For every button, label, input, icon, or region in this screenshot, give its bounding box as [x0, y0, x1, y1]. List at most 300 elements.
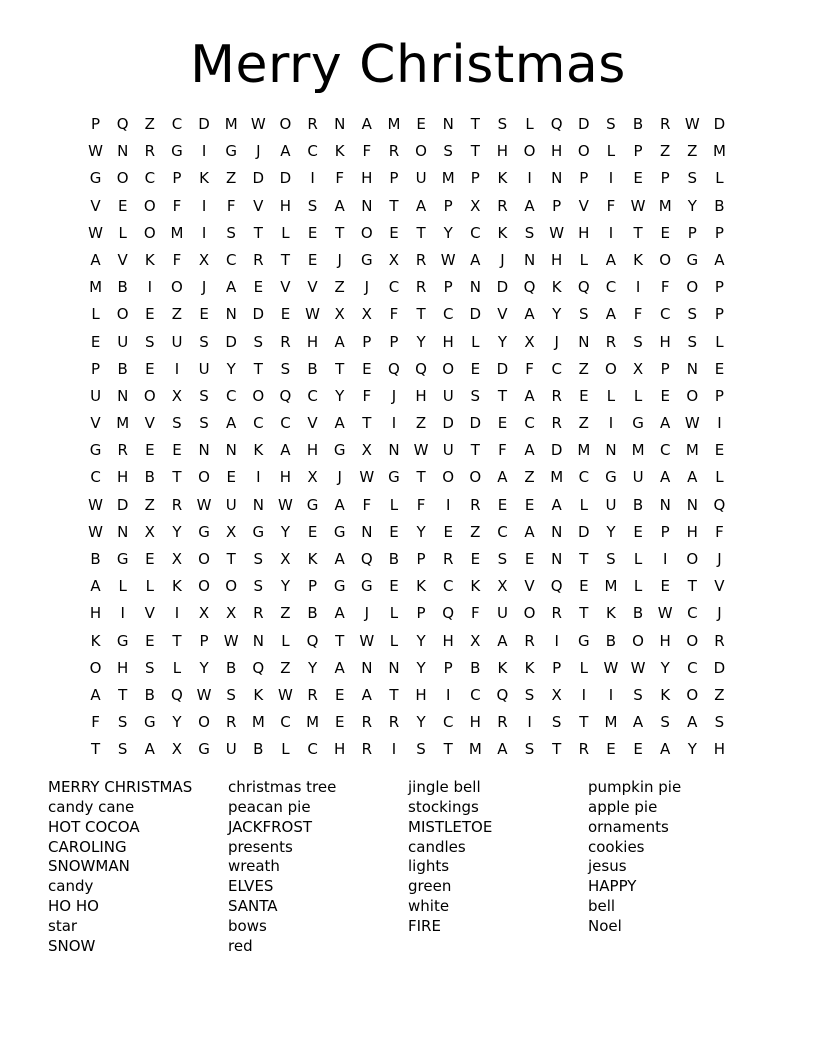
grid-letter: H	[306, 332, 319, 351]
grid-letter: J	[364, 604, 370, 623]
grid-letter: Q	[116, 115, 129, 133]
grid-letter: S	[497, 550, 508, 568]
grid-letter: W	[684, 414, 700, 433]
grid-letter: N	[551, 550, 563, 568]
grid-letter: J	[500, 250, 505, 269]
grid-letter: L	[715, 468, 724, 487]
grid-letter: K	[253, 441, 264, 460]
grid-letter: R	[497, 196, 508, 215]
grid-letter: E	[389, 522, 399, 541]
grid-letter: O	[171, 278, 183, 297]
word-list-item: SNOWMAN	[48, 857, 130, 876]
grid-letter: W	[88, 522, 103, 541]
grid-letter: H	[117, 468, 129, 487]
grid-letter: G	[252, 522, 265, 541]
grid-letter: E	[524, 550, 535, 568]
grid-letter: S	[714, 713, 725, 732]
grid-letter: A	[144, 740, 155, 759]
grid-letter: W	[250, 115, 266, 133]
grid-letter: M	[224, 115, 238, 133]
grid-letter: H	[551, 142, 563, 161]
word-list-item: JACKFROST	[228, 817, 313, 836]
grid-letter: T	[633, 223, 643, 242]
grid-letter: A	[361, 685, 372, 704]
grid-letter: Y	[660, 658, 670, 677]
grid-row	[82, 546, 734, 573]
grid-letter: J	[201, 278, 207, 297]
grid-letter: X	[280, 550, 291, 568]
grid-letter: O	[686, 685, 699, 704]
grid-letter: V	[280, 278, 291, 297]
grid-letter: C	[659, 441, 671, 460]
grid-letter: T	[335, 359, 345, 378]
grid-letter: V	[253, 196, 264, 215]
grid-row	[82, 573, 734, 600]
grid-letter: V	[524, 577, 535, 596]
grid-letter: P	[552, 196, 562, 215]
grid-letter: Y	[416, 631, 426, 650]
grid-letter: L	[606, 142, 616, 161]
grid-letter: P	[416, 550, 426, 568]
grid-letter: G	[306, 495, 319, 514]
grid-letter: R	[551, 414, 562, 433]
grid-letter: L	[281, 740, 290, 759]
grid-letter: Z	[470, 522, 481, 541]
grid-letter: A	[524, 441, 535, 460]
grid-letter: W	[88, 142, 103, 161]
grid-letter: O	[523, 142, 536, 161]
grid-letter: H	[659, 631, 671, 650]
grid-row	[82, 464, 734, 491]
grid-letter: L	[389, 604, 399, 623]
word-list-item: candy cane	[48, 797, 135, 816]
grid-letter: E	[172, 441, 182, 460]
word-list-item: wreath	[228, 857, 280, 876]
grid-letter: N	[523, 250, 536, 269]
grid-letter: B	[253, 740, 264, 759]
word-list-item: ELVES	[228, 877, 274, 896]
grid-letter: I	[174, 604, 180, 623]
grid-letter: K	[144, 250, 155, 269]
grid-letter: G	[89, 441, 102, 460]
grid-letter: A	[660, 468, 671, 487]
grid-letter: B	[714, 196, 725, 215]
word-column	[588, 778, 768, 957]
word-list-item: stockings	[408, 797, 479, 816]
grid-letter: G	[144, 713, 156, 732]
grid-letter: K	[497, 223, 508, 242]
grid-letter: L	[525, 115, 534, 133]
grid-letter: R	[144, 142, 156, 161]
grid-letter: E	[117, 196, 128, 215]
grid-letter: T	[253, 223, 263, 242]
grid-letter: W	[549, 223, 565, 242]
grid-letter: F	[606, 196, 616, 215]
grid-letter: F	[172, 196, 182, 215]
grid-letter: A	[90, 685, 101, 704]
grid-letter: E	[470, 550, 481, 568]
grid-letter: S	[443, 142, 453, 161]
grid-letter: J	[554, 332, 559, 351]
grid-letter: E	[470, 359, 481, 378]
grid-letter: M	[306, 713, 320, 732]
grid-letter: I	[635, 278, 641, 297]
grid-letter: Z	[687, 142, 698, 161]
word-column	[228, 778, 408, 957]
grid-letter: X	[171, 386, 183, 405]
grid-letter: E	[524, 495, 535, 514]
grid-letter: F	[226, 196, 236, 215]
grid-letter: E	[199, 305, 209, 324]
grid-letter: J	[337, 250, 342, 269]
grid-letter: Z	[660, 142, 671, 161]
grid-letter: I	[201, 196, 207, 215]
grid-letter: C	[144, 169, 156, 188]
grid-letter: H	[442, 631, 454, 650]
grid-letter: S	[199, 332, 209, 351]
grid-letter: O	[605, 359, 617, 378]
grid-letter: T	[552, 740, 562, 759]
grid-letter: I	[527, 713, 532, 732]
grid-letter: X	[226, 522, 237, 541]
grid-letter: E	[226, 468, 236, 487]
grid-letter: P	[714, 278, 724, 297]
grid-letter: A	[687, 713, 698, 732]
grid-letter: I	[608, 223, 614, 242]
grid-letter: A	[524, 305, 535, 324]
grid-letter: R	[253, 604, 264, 623]
grid-letter: F	[633, 305, 643, 324]
grid-letter: Z	[578, 359, 589, 378]
grid-letter: W	[603, 658, 619, 677]
grid-letter: H	[415, 685, 427, 704]
grid-letter: H	[496, 142, 509, 161]
grid-letter: C	[687, 658, 698, 677]
grid-letter: O	[632, 631, 644, 650]
grid-letter: I	[201, 223, 207, 242]
grid-letter: S	[687, 305, 698, 324]
grid-letter: P	[714, 386, 724, 405]
grid-letter: M	[712, 142, 726, 161]
grid-letter: J	[717, 604, 722, 623]
grid-letter: D	[252, 305, 265, 324]
grid-letter: I	[310, 169, 315, 188]
grid-letter: C	[659, 305, 671, 324]
grid-letter: Y	[226, 359, 236, 378]
grid-letter: D	[469, 414, 482, 433]
grid-letter: S	[606, 550, 616, 568]
grid-letter: A	[524, 386, 535, 405]
grid-letter: Q	[713, 495, 726, 514]
grid-letter: E	[633, 522, 643, 541]
grid-letter: L	[281, 223, 290, 242]
grid-row	[82, 165, 734, 192]
grid-letter: U	[198, 359, 210, 378]
grid-letter: S	[579, 305, 589, 324]
grid-letter: O	[686, 631, 699, 650]
grid-letter: F	[335, 169, 344, 188]
grid-letter: R	[280, 332, 291, 351]
grid-letter: R	[524, 631, 535, 650]
grid-letter: T	[579, 604, 589, 623]
word-list-item: SANTA	[228, 897, 278, 916]
grid-letter: A	[415, 196, 427, 215]
grid-letter: R	[415, 278, 427, 297]
grid-letter: U	[117, 332, 129, 351]
grid-letter: M	[468, 740, 482, 759]
grid-row	[82, 274, 734, 301]
grid-letter: H	[713, 740, 726, 759]
grid-row	[82, 383, 734, 410]
page-title: Merry Christmas	[190, 35, 626, 95]
grid-letter: C	[307, 740, 318, 759]
word-list-item: peacan pie	[228, 797, 311, 816]
grid-row	[82, 193, 734, 220]
grid-letter: O	[198, 577, 210, 596]
grid-row	[82, 301, 734, 328]
grid-letter: E	[714, 359, 725, 378]
grid-letter: C	[470, 223, 481, 242]
grid-letter: I	[717, 414, 722, 433]
grid-letter: S	[687, 169, 698, 188]
grid-letter: N	[225, 305, 237, 324]
grid-letter: R	[253, 250, 264, 269]
grid-letter: G	[116, 550, 129, 568]
grid-letter: C	[171, 115, 183, 133]
grid-letter: M	[251, 713, 265, 732]
grid-letter: P	[91, 115, 101, 133]
grid-letter: A	[524, 196, 535, 215]
grid-letter: Y	[497, 332, 508, 351]
grid-letter: L	[118, 577, 127, 596]
grid-letter: T	[416, 305, 426, 324]
grid-letter: N	[225, 441, 237, 460]
grid-letter: R	[388, 713, 400, 732]
grid-letter: P	[660, 522, 670, 541]
grid-letter: N	[198, 441, 210, 460]
grid-letter: T	[389, 685, 399, 704]
grid-letter: N	[605, 441, 617, 460]
grid-letter: T	[362, 414, 372, 433]
grid-letter: D	[578, 522, 590, 541]
grid-letter: I	[554, 631, 559, 650]
grid-letter: I	[120, 604, 125, 623]
grid-letter: C	[605, 278, 617, 297]
grid-letter: L	[715, 169, 724, 188]
grid-letter: R	[605, 332, 617, 351]
word-list-item: MERRY CHRISTMAS	[48, 778, 193, 796]
grid-letter: L	[281, 631, 290, 650]
word-list-item: HAPPY	[588, 877, 637, 896]
grid-letter: P	[660, 169, 670, 188]
grid-row	[82, 410, 734, 437]
grid-letter: E	[145, 305, 155, 324]
grid-letter: Q	[360, 550, 373, 568]
grid-letter: D	[713, 115, 726, 133]
grid-letter: D	[279, 169, 292, 188]
grid-letter: T	[579, 550, 589, 568]
grid-letter: Q	[496, 685, 509, 704]
grid-letter: E	[660, 223, 670, 242]
grid-letter: G	[198, 522, 210, 541]
grid-letter: G	[686, 250, 699, 269]
grid-letter: F	[416, 495, 426, 514]
grid-letter: R	[551, 386, 562, 405]
grid-letter: U	[442, 441, 454, 460]
grid-letter: F	[91, 713, 100, 732]
grid-letter: D	[578, 115, 590, 133]
grid-letter: D	[252, 169, 265, 188]
grid-letter: E	[497, 495, 508, 514]
grid-letter: A	[470, 250, 481, 269]
word-list	[48, 778, 768, 957]
grid-letter: B	[307, 359, 318, 378]
grid-row	[82, 247, 734, 274]
grid-row	[82, 220, 734, 247]
grid-letter: A	[687, 468, 698, 487]
grid-letter: V	[117, 250, 128, 269]
grid-letter: O	[415, 142, 427, 161]
grid-letter: C	[442, 577, 454, 596]
grid-letter: Y	[552, 305, 562, 324]
grid-letter: O	[198, 550, 210, 568]
grid-letter: W	[88, 223, 103, 242]
grid-letter: O	[252, 386, 265, 405]
grid-letter: K	[172, 577, 182, 596]
grid-letter: B	[117, 359, 128, 378]
grid-letter: M	[577, 441, 591, 460]
grid-letter: F	[362, 495, 372, 514]
grid-letter: S	[172, 414, 182, 433]
grid-letter: N	[659, 495, 671, 514]
grid-letter: Q	[523, 278, 536, 297]
grid-letter: T	[470, 441, 480, 460]
word-list-item: candles	[408, 837, 466, 856]
grid-letter: O	[116, 169, 129, 188]
grid-letter: X	[171, 550, 183, 568]
grid-letter: A	[280, 441, 291, 460]
grid-letter: C	[551, 359, 562, 378]
grid-letter: F	[172, 250, 182, 269]
grid-letter: V	[90, 414, 101, 433]
grid-letter: K	[606, 604, 616, 623]
word-list-item: cookies	[588, 837, 645, 856]
grid-letter: L	[471, 332, 480, 351]
grid-letter: Y	[443, 223, 453, 242]
grid-letter: D	[116, 495, 129, 514]
grid-letter: Y	[687, 196, 697, 215]
grid-letter: V	[90, 196, 101, 215]
grid-letter: L	[389, 495, 399, 514]
grid-letter: W	[278, 685, 293, 704]
grid-letter: B	[226, 658, 237, 677]
grid-letter: R	[497, 713, 508, 732]
grid-letter: R	[442, 550, 454, 568]
grid-letter: F	[525, 359, 534, 378]
grid-letter: C	[225, 250, 237, 269]
grid-letter: N	[334, 115, 346, 133]
grid-letter: P	[714, 223, 724, 242]
grid-letter: E	[443, 522, 453, 541]
grid-letter: E	[307, 250, 318, 269]
grid-letter: V	[578, 196, 589, 215]
grid-letter: L	[579, 658, 588, 677]
grid-letter: B	[307, 604, 318, 623]
grid-letter: I	[608, 169, 614, 188]
grid-letter: A	[334, 414, 345, 433]
grid-letter: W	[413, 441, 429, 460]
grid-letter: B	[632, 495, 644, 514]
grid-letter: K	[524, 658, 535, 677]
grid-letter: X	[171, 740, 183, 759]
grid-letter: L	[172, 658, 182, 677]
grid-letter: T	[470, 142, 480, 161]
word-list-item: FIRE	[408, 916, 441, 935]
grid-letter: A	[334, 550, 345, 568]
word-list-item: red	[228, 936, 253, 955]
grid-letter: E	[145, 359, 155, 378]
grid-letter: X	[632, 359, 644, 378]
grid-letter: B	[632, 604, 644, 623]
grid-row	[82, 709, 734, 736]
grid-letter: B	[605, 631, 617, 650]
grid-letter: F	[362, 142, 372, 161]
grid-letter: F	[715, 522, 724, 541]
grid-letter: Z	[334, 278, 345, 297]
grid-letter: Y	[416, 658, 426, 677]
grid-letter: A	[334, 332, 345, 351]
grid-letter: Y	[307, 658, 318, 677]
grid-letter: O	[143, 386, 156, 405]
word-list-item: Noel	[588, 916, 622, 935]
grid-letter: S	[633, 685, 643, 704]
word-column	[408, 778, 588, 957]
grid-letter: E	[606, 740, 616, 759]
grid-letter: O	[442, 468, 455, 487]
grid-letter: I	[527, 169, 532, 188]
grid-letter: N	[578, 332, 590, 351]
grid-letter: X	[524, 332, 535, 351]
word-list-item: jesus	[588, 857, 627, 876]
grid-letter: G	[361, 577, 373, 596]
grid-letter: O	[442, 359, 455, 378]
grid-letter: T	[172, 468, 182, 487]
grid-letter: X	[307, 468, 318, 487]
grid-letter: G	[198, 740, 210, 759]
grid-letter: Q	[252, 658, 265, 677]
grid-letter: O	[686, 386, 699, 405]
grid-letter: R	[117, 441, 128, 460]
word-list-item: SNOW	[48, 936, 96, 955]
grid-letter: K	[253, 685, 264, 704]
grid-letter: X	[144, 522, 155, 541]
grid-letter: A	[90, 250, 101, 269]
grid-letter: T	[497, 386, 508, 405]
grid-letter: Z	[415, 414, 427, 433]
grid-letter: E	[145, 631, 155, 650]
grid-letter: W	[657, 604, 673, 623]
grid-letter: T	[416, 468, 426, 487]
word-list-item: bell	[588, 897, 616, 916]
grid-letter: R	[307, 115, 318, 133]
grid-letter: F	[389, 305, 399, 324]
grid-letter: Y	[416, 332, 426, 351]
grid-letter: A	[334, 196, 345, 215]
grid-letter: X	[388, 250, 400, 269]
grid-letter: N	[686, 495, 698, 514]
grid-letter: Q	[442, 604, 455, 623]
grid-letter: C	[90, 468, 101, 487]
